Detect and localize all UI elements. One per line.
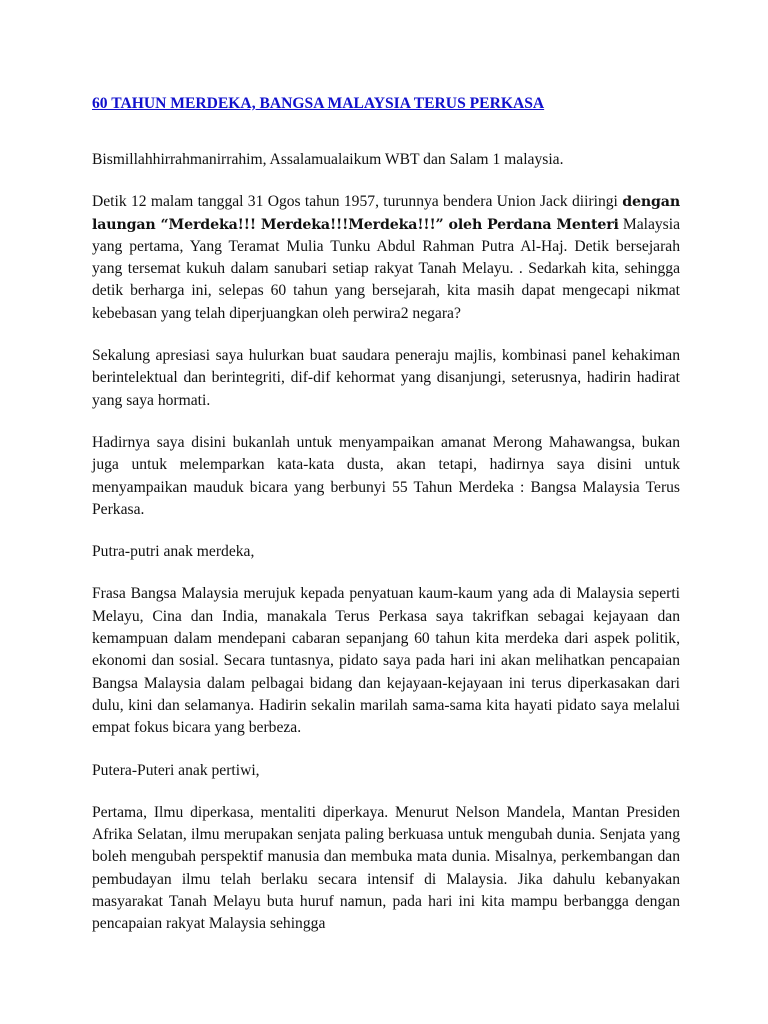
paragraph-5: Pertama, Ilmu diperkasa, mentaliti diperkaya. Menurut Nelson Mandela, Mantan Presiden Afrika Selatan, ilmu merupakan senjata paling berkuasa untuk mengubah dunia. Senjata yang boleh mengubah perspektif manusia dan membuka mata dunia. Misalnya, perkembangan dan pembudayan ilmu telah berlaku secara intensif di Malaysia. Jika dahulu kebanyakan masyarakat Tanah Melayu buta huruf namun, pada hari ini kita mampu berbangga dengan pencapaian rakyat Malaysia sehingga xyxy=(92,803,680,933)
paragraph-1 xyxy=(92,191,680,325)
document-body xyxy=(92,93,680,956)
paragraph-3: Hadirnya saya disini bukanlah untuk menyampaikan amanat Merong Mahawangsa, bukan juga untuk melemparkan kata-kata dusta, akan tetapi, hadirnya saya disini untuk menyampaikan mauduk bicara yang berbunyi 55 Tahun Merdeka : Bangsa Malaysia Terus Perkasa. xyxy=(92,433,680,518)
paragraph-2: Sekalung apresiasi saya hulurkan buat saudara peneraju majlis, kombinasi panel kehakiman berintelektual dan berintegriti, dif-dif kehormat yang disanjungi, seterusnya, hadirin hadirat yang saya hormati. xyxy=(92,347,680,409)
address-line-2: Putera-Puteri anak pertiwi, xyxy=(92,761,260,779)
paragraph-1-start: Detik 12 malam tanggal 31 Ogos tahun 1957, turunnya bendera Union Jack diiringi xyxy=(92,193,623,211)
document-title: 60 TAHUN MERDEKA, BANGSA MALAYSIA TERUS PERKASA xyxy=(92,95,545,112)
paragraph-1-end: Malaysia yang pertama, Yang Teramat Mulia Tunku Abdul Rahman Putra Al-Haj. Detik bersejarah yang tersemat kukuh dalam sanubari setiap rakyat Tanah Melayu. . Sedarkah kita, sehingga detik berharga ini, selepas 60 tahun yang bersejarah, kita masih dapat mengecapi nikmat kebebasan yang telah diperjuangkan oleh perwira2 negara? xyxy=(92,215,681,322)
greeting-paragraph: Bismillahhirrahmanirrahim, Assalamualaikum WBT dan Salam 1 malaysia. xyxy=(92,151,564,168)
paragraph-4: Frasa Bangsa Malaysia merujuk kepada penyatuan kaum-kaum yang ada di Malaysia seperti Melayu, Cina dan India, manakala Terus Perkasa saya takrifkan sebagai kejayaan dan kemampuan dalam mendepani cabaran sepanjang 60 tahun kita merdeka dari aspek politik, ekonomi dan sosial. Secara tuntasnya, pidato saya pada hari ini akan melihatkan pencapaian Bangsa Malaysia dalam pelbagai bidang dan kejayaan-kejayaan ini terus diperkasakan dari dulu, kini dan selamanya. Hadirin sekalin marilah sama-sama kita hayati pidato saya melalui empat fokus bicara yang berbeza. xyxy=(92,585,680,737)
paragraph-1-bold: dengan laungan “Merdeka!!! Merdeka!!!Merdeka!!!” oleh Perdana Menteri xyxy=(92,194,680,233)
address-line-1: Putra-putri anak merdeka, xyxy=(92,543,255,561)
